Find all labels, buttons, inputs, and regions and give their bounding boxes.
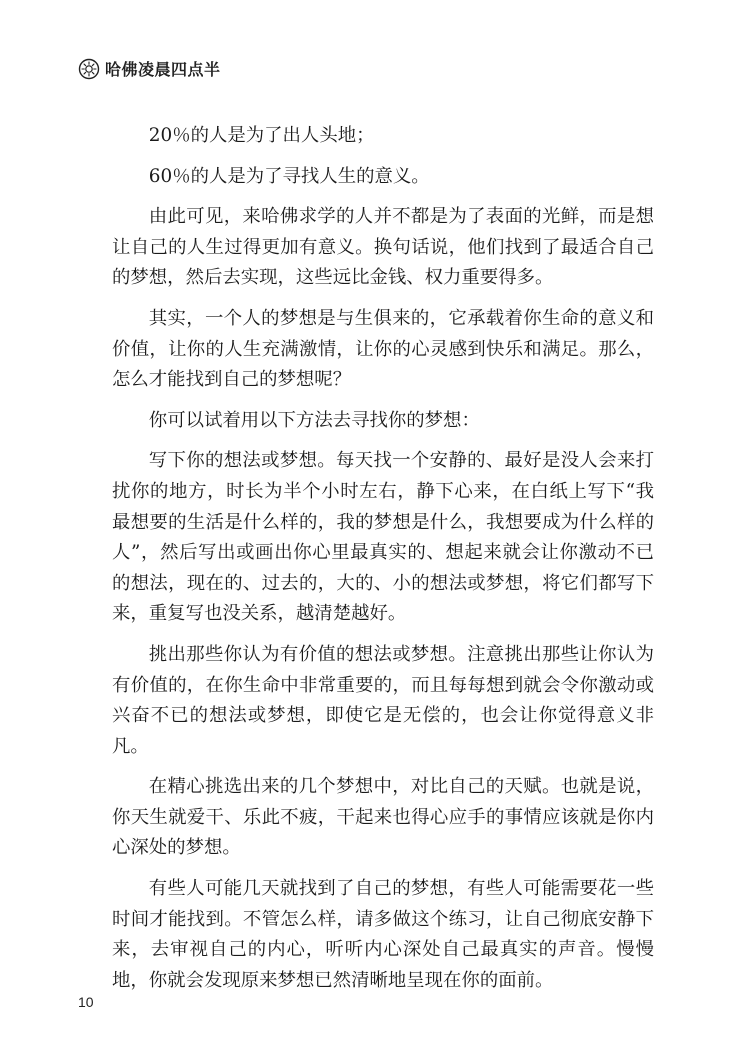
page-number: 10 [78,994,94,1010]
paragraph: 其实，一个人的梦想是与生俱来的，它承载着你生命的意义和价值，让你的人生充满激情，让你的心灵感到快乐和满足。那么，怎么才能找到自己的梦想呢？ [112,307,654,391]
page-body [112,121,654,1006]
paragraph: 由此可见，来哈佛求学的人并不都是为了表面的光鲜，而是想让自己的人生过得更加有意义。换句话说，他们找到了最适合自己的梦想，然后去实现，这些远比金钱、权力重要得多。 [112,206,654,289]
sun-circle-icon [78,58,100,80]
paragraph: 有些人可能几天就找到了自己的梦想，有些人可能需要花一些时间才能找到。不管怎么样，请多做这个练习，让自己彻底安静下来，去审视自己的内心，听听内心深处自己最真实的声音。慢慢地，你就会发现原来梦想已然清晰地呈现在你的面前。 [112,878,654,991]
running-header [78,57,221,80]
paragraph: 20％的人是为了出人头地； [148,125,375,146]
paragraph: 挑出那些你认为有价值的想法或梦想。注意挑出那些让你认为有价值的，在你生命中非常重要的，而且每每想到就会令你激动或兴奋不已的想法或梦想，即使它是无偿的，也会让你觉得意义非凡。 [112,643,654,757]
paragraph: 60％的人是为了寻找人生的意义。 [148,165,430,187]
paragraph: 在精心挑选出来的几个梦想中，对比自己的天赋。也就是说，你天生就爱干、乐此不疲，干起来也得心应手的事情应该就是你内心深处的梦想。 [112,776,654,859]
paragraph: 写下你的想法或梦想。每天找一个安静的、最好是没人会来打扰你的地方，时长为半个小时左右，静下心来，在白纸上写下“我最想要的生活是什么样的，我的梦想是什么，我想要成为什么样的人”，然后写出或画出你心里最真实的、想起来就会让你激动不已的想法，现在的、过去的，大的、小的想法或梦想，将它们都写下来，重复写也没关系，越清楚越好。 [112,450,654,625]
book-title: 哈佛凌晨四点半 [105,60,221,79]
paragraph: 你可以试着用以下方法去寻找你的梦想： [148,409,480,431]
